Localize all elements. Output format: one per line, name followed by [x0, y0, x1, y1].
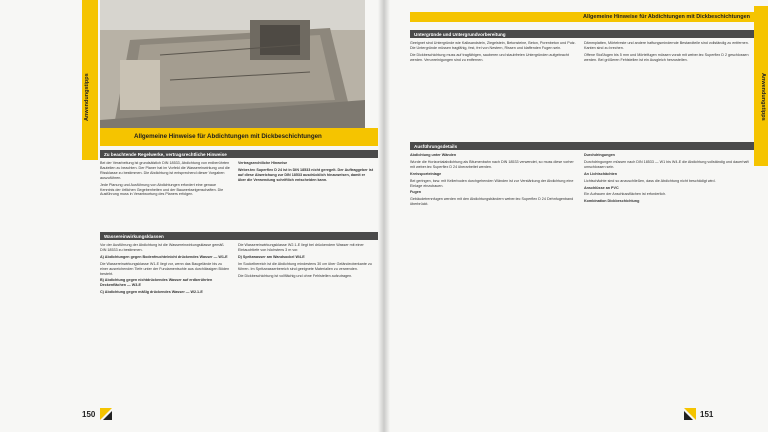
col4-text — [238, 243, 374, 403]
page-number-right: 151 — [700, 410, 714, 419]
r3-paragraph-1: Wurde die Horizontalabdichtung als Bitumenbahn nach DIN 18533 verwendet, so muss diese vorher mit weber.tec Superflex D 24 überarbeitet werden. — [410, 159, 574, 169]
construction-photo — [100, 0, 365, 130]
r3-paragraph-3: Gebäudetrennfugen werden mit den Abdichtungsbändern weber.tec Superflex D 24 Dehnfugenband überbrückt. — [410, 197, 574, 207]
r3-paragraph-2: Bei geringen, bzw. mit Kellerboden durchgehenden Wänden ist zur Verstärkung der Abdichtung eine Einlage einzubauen. — [410, 178, 574, 188]
col1-paragraph-1: Bei der Verarbeitung ist grundsätzlich DIN 18533, Abdichtung von erdberührten Bauteilen zu beachten. Der Planer hat im Vorfeld die Wassereinwirkung und die Rissklasse zu bestimmen. Die Abdichtung ist entsprechend dieser Vorgaben auszuführen. — [100, 161, 230, 180]
section-bar-wassereinwirkung: Wassereinwirkungsklassen — [100, 232, 378, 240]
section-bar-untergruende: Untergründe und Untergrundvorbereitung — [410, 30, 754, 38]
col2-paragraph: Weber.tec Superflex D 24 ist in DIN 18533 nicht geregelt. Der Auftraggeber ist auf diese Abweichung zur DIN 18533 ausdrücklich hinzuweisen, damit er über die Verwendung schriftlich entscheiden kann. — [238, 167, 374, 182]
r3-heading: Abdichtung unter Wänden — [410, 153, 457, 157]
right-page — [384, 0, 768, 432]
col1-text — [100, 161, 230, 225]
r4-subheading-3: Kombination Dickbeschichtung — [584, 199, 640, 204]
r3-subheading-1: Kreissporteinlage — [410, 171, 442, 176]
r2-text — [584, 41, 750, 136]
section-bar-regelwerke: Zu beachtende Regelwerke, vertragsrechtliche Hinweise — [100, 150, 378, 158]
r1-paragraph-2: Die Dickbeschichtung muss auf tragfähigen, sauberen und staubfreien Untergründen aufgebracht werden. Verunreinigungen sind zu entfernen. — [410, 52, 569, 62]
section-title: Allgemeine Hinweise für Abdichtungen mit Dickbeschichtungen — [100, 128, 378, 146]
book-gutter — [378, 0, 390, 432]
col4-paragraph-1: Die Wassereinwirkungsklasse W2.1-E liegt bei drückendem Wasser mit einer Eintauchtiefe von höchstens 3 m vor. — [238, 243, 364, 252]
r4-paragraph-3: Ein Aufrauen der Anschlussflächen ist erforderlich. — [584, 192, 667, 197]
col2-text — [238, 161, 374, 225]
col1-paragraph-2: Jede Planung und Ausführung von Abdichtungen erfordert eine genaue Kenntnis der örtlichen Gegebenheiten und der Bauwerkseigenschaften. Die Ausführung muss in Verantwortung des Planers erfolgen. — [100, 182, 224, 197]
r3-subheading-2: Fugen — [410, 190, 422, 195]
r2-paragraph-1: Dämmplatten, Mörtelreste und andere haftungsmindernde Bestandteile sind vollständig zu entfernen. Kanten sind zu brechen. — [584, 41, 749, 50]
r4-text — [584, 153, 750, 403]
brand-corner-icon-right — [684, 408, 696, 420]
col2-heading: Vertragsrechtliche Hinweise — [238, 161, 288, 165]
r1-paragraph-1: Geeignet sind Untergründe wie Kalksandstein, Ziegelstein, Betonsteine, Beton, Porenbeton und Putz. Die Untergründe müssen tragfähig, fest, frei von Nestern, Rissen und klaffenden Fugen sein. — [410, 41, 576, 50]
col3-paragraph-2: Die Wassereinwirkungsklasse W1-E liegt vor, wenn das Baugelände bis zu einer ausreichenden Tiefe unter der Fundamentsohle aus durchlässigen Böden besteht. — [100, 261, 230, 276]
r4-subheading-1: An Lichtschächten — [584, 171, 617, 176]
r4-subheading-2: Anschlüsse an PVC — [584, 185, 619, 190]
col4-paragraph-3: Die Dickbeschichtung ist vollflächig und ohne Fehlstellen aufzutragen. — [238, 273, 353, 278]
col3-paragraph-1: Vor der Ausführung der Abdichtung ist die Wassereinwirkungsklasse gemäß DIN 18533 zu bestimmen. — [100, 243, 224, 252]
col3-heading-c: C) Abdichtung gegen mäßig drückendes Wasser — W2.1-E — [100, 290, 203, 295]
brand-corner-icon — [100, 408, 112, 420]
col4-paragraph-2: Im Sockelbereich ist die Abdichtung mindestens 30 cm über Geländeoberkante zu führen. Im Spritzwasserbereich sind geeignete Materialien zu verwenden. — [238, 261, 372, 271]
col4-heading-d: D) Spritzwasser am Wandsockel W4-E — [238, 254, 305, 259]
side-tab-left-label: Anwendungstipps — [84, 73, 90, 121]
col3-heading-b: B) Abdichtung gegen nichtdrückendes Wasser auf erdberührten Deckenflächen — W3-E — [100, 278, 213, 288]
r3-text — [410, 153, 576, 403]
r1-text — [410, 41, 576, 136]
page-number-left: 150 — [82, 410, 96, 419]
r4-heading: Durchdringungen — [584, 153, 615, 157]
col3-text — [100, 243, 230, 403]
r2-paragraph-2: Offene Stoßfugen bis 5 mm und Mörtelfugen müssen vorab mit weber.tec Superflex D 2 geschlossen werden. Bei größeren Fehlstellen ist ein Ausgleich herzustellen. — [584, 52, 749, 62]
r4-paragraph-1: Durchdringungen müssen nach DIN 18533 — W1 bis W4-E die Abdichtung vollständig und dauerhaft umschlossen sein. — [584, 159, 749, 169]
section-bar-ausfuehrung: Ausführungsdetails — [410, 142, 754, 150]
r4-paragraph-2: Lichtschächte sind so anzuschließen, dass die Abdichtung nicht beschädigt wird. — [584, 178, 716, 183]
side-tab-right-label: Anwendungstipps — [760, 73, 766, 121]
col3-heading-a: A) Abdichtungen gegen Bodenfeuchte/nicht drückendes Wasser — W1-E — [100, 254, 228, 259]
right-header: Allgemeine Hinweise für Abdichtungen mit Dickbeschichtungen — [583, 13, 750, 20]
